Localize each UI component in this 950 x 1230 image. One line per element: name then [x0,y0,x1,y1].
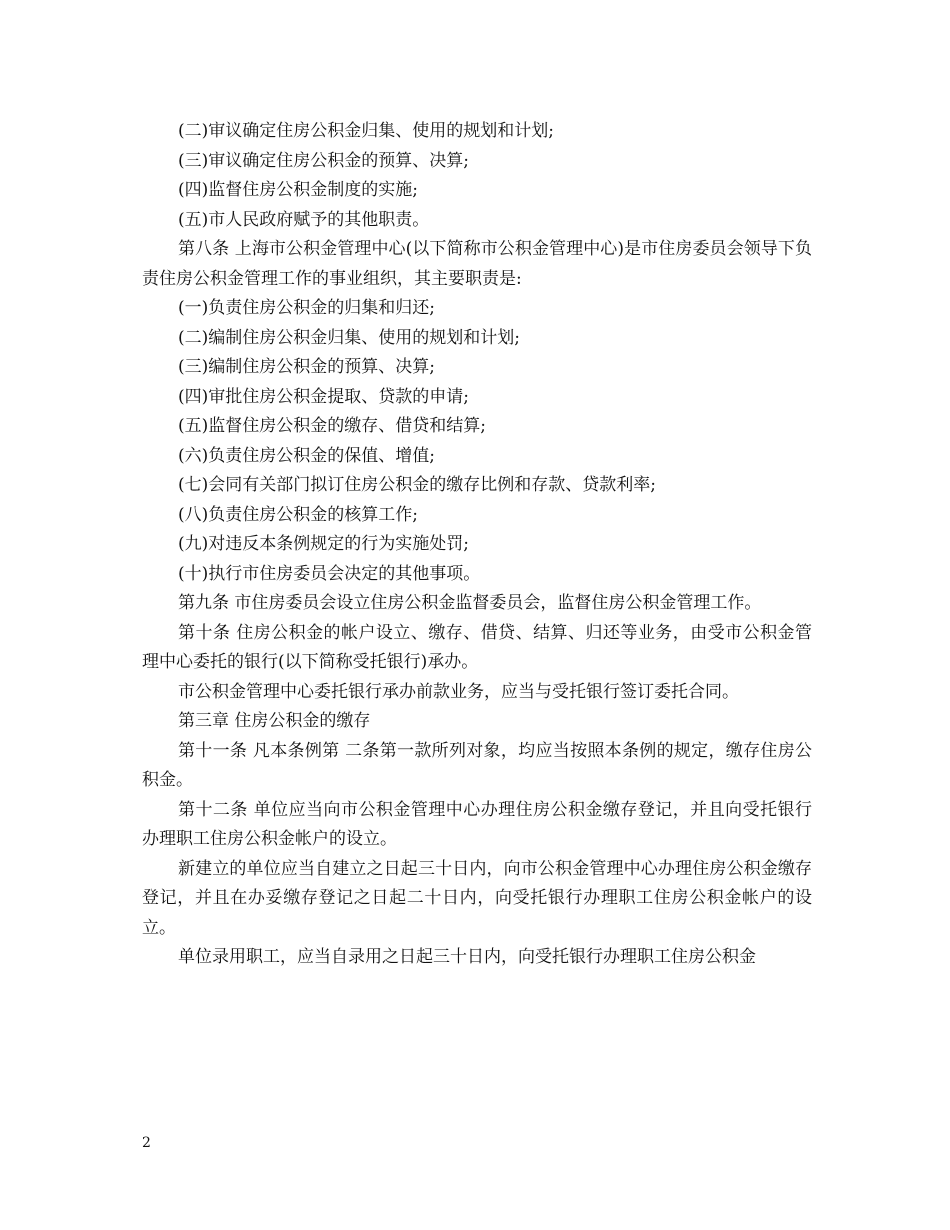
paragraph: (七)会同有关部门拟订住房公积金的缴存比例和存款、贷款利率; [178,475,656,495]
page-number: 2 [142,1135,151,1151]
paragraph: (四)审批住房公积金提取、贷款的申请; [178,386,469,407]
paragraph: 第十二条 单位应当向市公积金管理中心办理住房公积金缴存登记，并且向受托银行办理职工住房公积金帐户的设立。 [142,799,812,849]
paragraph: (三)审议确定住房公积金的预算、决算; [178,150,469,171]
paragraph: 市公积金管理中心委托银行承办前款业务，应当与受托银行签订委托合同。 [178,681,739,702]
paragraph: (八)负责住房公积金的核算工作; [178,504,418,525]
paragraph: 第十一条 凡本条例第 二条第一款所列对象，均应当按照本条例的规定，缴存住房公积金。 [142,740,812,790]
paragraph: (六)负责住房公积金的保值、增值; [178,445,435,466]
paragraph: (九)对违反本条例规定的行为实施处罚; [178,534,469,554]
paragraph: 新建立的单位应当自建立之日起三十日内，向市公积金管理中心办理住房公积金缴存登记，并且在办妥缴存登记之日起二十日内，向受托银行办理职工住房公积金帐户的设立。 [142,858,812,938]
paragraph: 第十条 住房公积金的帐户设立、缴存、借贷、结算、归还等业务，由受市公积金管理中心委托的银行(以下简称受托银行)承办。 [142,622,812,672]
paragraph: 第八条 上海市公积金管理中心(以下简称市公积金管理中心)是市住房委员会领导下负责住房公积金管理工作的事业组织，其主要职责是: [142,239,812,289]
document-body [142,117,812,973]
paragraph: (十)执行市住房委员会决定的其他事项。 [178,563,481,584]
paragraph: (四)监督住房公积金制度的实施; [178,180,418,200]
paragraph: (一)负责住房公积金的归集和归还; [178,298,435,318]
paragraph: 单位录用职工，应当自录用之日起三十日内，向受托银行办理职工住房公积金 [178,947,756,967]
paragraph: (五)监督住房公积金的缴存、借贷和结算; [178,416,486,436]
paragraph: 第九条 市住房委员会设立住房公积金监督委员会，监督住房公积金管理工作。 [178,593,762,613]
paragraph: (五)市人民政府赋予的其他职责。 [178,209,430,230]
paragraph: (三)编制住房公积金的预算、决算; [178,357,435,377]
paragraph: (二)编制住房公积金归集、使用的规划和计划; [178,327,520,348]
chapter-heading: 第三章 住房公积金的缴存 [178,711,371,731]
paragraph: (二)审议确定住房公积金归集、使用的规划和计划; [178,121,554,141]
